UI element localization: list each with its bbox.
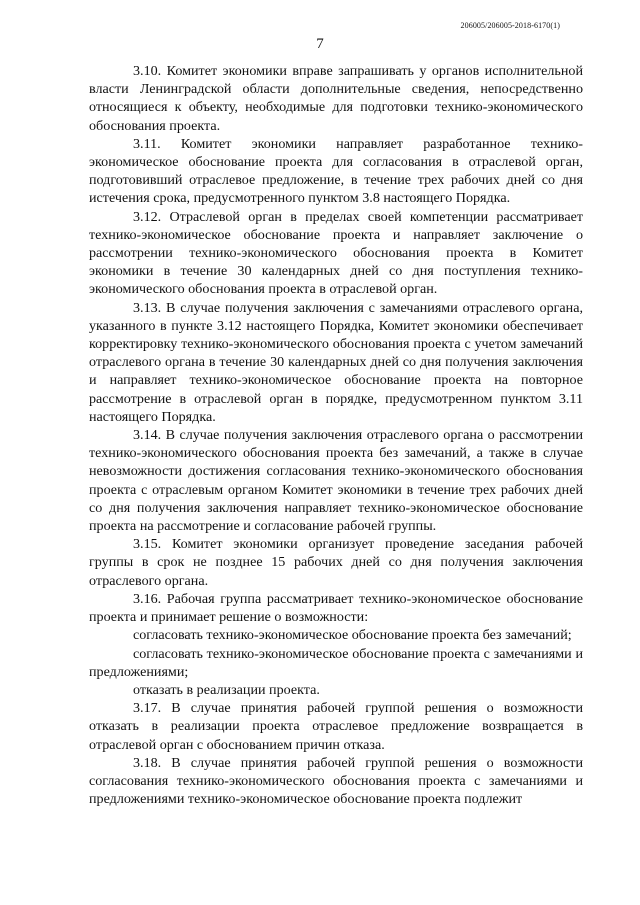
paragraph-3-11: 3.11. Комитет экономики направляет разработанное технико-экономическое обоснование проекта для согласования в отраслевой орган, подготовивший отраслевое предложение, в течение трех рабочих дней со дня истечения срока, предусмотренного пунктом 3.8 настоящего Порядка. [89,135,583,207]
paragraph-3-17: 3.17. В случае принятия рабочей группой решения о возможности отказать в реализации проекта отраслевое предложение возвращается в отраслевой орган с обоснованием причин отказа. [89,700,583,753]
paragraph-3-10: 3.10. Комитет экономики вправе запрашивать у органов исполнительной власти Ленинградской области дополнительные сведения, непосредственно относящиеся к объекту, необходимые для подготовки технико-экономического обоснования проекта. [89,63,583,134]
list-item-refuse-project: отказать в реализации проекта. [133,681,320,698]
paragraph-3-16: 3.16. Рабочая группа рассматривает технико-экономическое обоснование проекта и принимает решение о возможности: [89,590,583,626]
paragraph-3-13: 3.13. В случае получения заключения с замечаниями отраслевого органа, указанного в пункте 3.12 настоящего Порядка, Комитет экономики обеспечивает корректировку технико-экономического обоснования проекта с учетом замечаний отраслевого органа в течение 30 календарных дней со дня получения заключения и направляет технико-экономическое обоснование проекта на повторное рассмотрение в отраслевой орган в порядке, предусмотренном пунктом 3.11 настоящего Порядка. [89,299,583,425]
paragraph-3-14: 3.14. В случае получения заключения отраслевого органа о рассмотрении технико-экономического обоснования проекта без замечаний, а также в случае невозможности достижения согласования технико-экономического обоснования проекта с отраслевым органом Комитет экономики в течение трех рабочих дней со дня получения заключения направляет технико-экономическое обоснование проекта на рассмотрение и согласование рабочей группы. [89,427,583,535]
paragraph-3-12: 3.12. Отраслевой орган в пределах своей компетенции рассматривает технико-экономическое обоснование проекта и направляет заключение о рассмотрении технико-экономического обоснования проекта в Комитет экономики в течение 30 календарных дней со дня поступления технико-экономического обоснования проекта в отраслевой орган. [89,208,583,298]
list-item-approve-without-remarks: согласовать технико-экономическое обоснование проекта без замечаний; [133,627,572,644]
document-body [89,62,583,808]
paragraph-3-15: 3.15. Комитет экономики организует проведение заседания рабочей группы в срок не позднее 15 рабочих дней со дня получения заключения отраслевого органа. [89,536,583,589]
page-number: 7 [316,36,324,52]
paragraph-3-18: 3.18. В случае принятия рабочей группой решения о возможности согласования технико-экономического обоснования проекта с замечаниями и предложениями технико-экономическое обоснование проекта подлежит [89,754,583,808]
list-item-approve-with-remarks: согласовать технико-экономическое обоснование проекта с замечаниями и предложениями; [89,645,583,680]
document-registration-number: 206005/206005-2018-6170(1) [460,21,560,30]
